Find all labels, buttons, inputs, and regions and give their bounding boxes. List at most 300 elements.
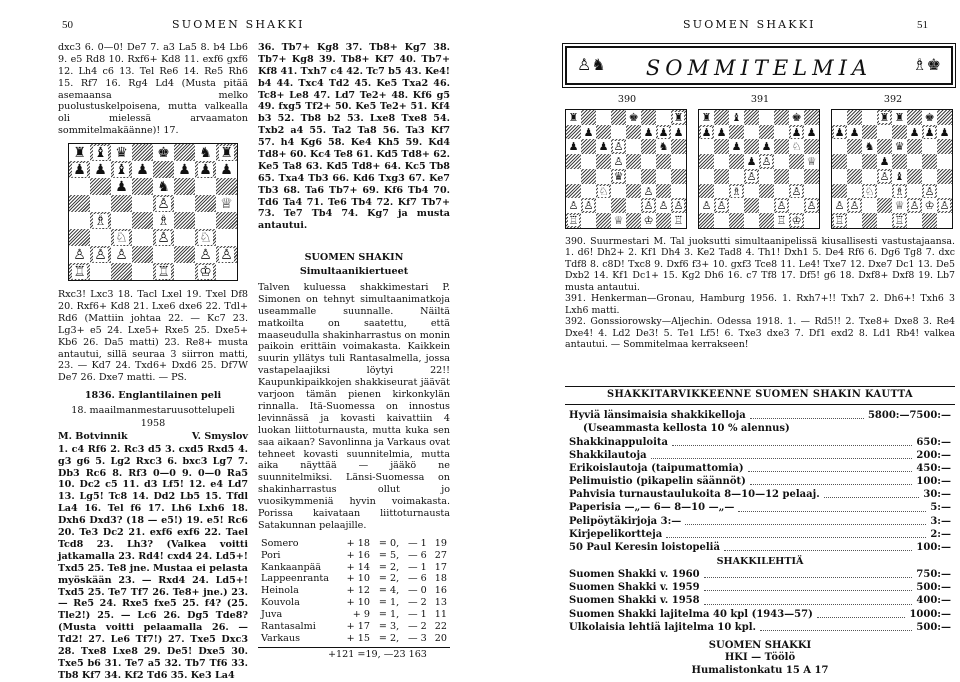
board-square [656,198,671,213]
board-square [195,144,216,161]
board-square [907,213,922,228]
board-square [862,154,877,169]
board-square [671,184,686,199]
chess-piece-icon: ♜ [568,110,579,124]
chess-piece-icon: ♕ [613,214,624,228]
advert-row-label: 50 Paul Keresin loistopeliä [569,542,720,554]
board-square [759,184,774,199]
chess-piece-icon: ♖ [157,263,170,280]
advert-row-price: 30:— [923,489,951,501]
advert-row-label: Pelimuistio (pikapelin säännöt) [569,476,746,488]
score-table [258,538,450,645]
board-square [774,169,789,184]
board-square [729,154,744,169]
board-square [907,110,922,125]
board-square [581,184,596,199]
chess-piece-icon: ♝ [731,110,742,124]
board-square [566,139,581,154]
score-cell-b: = 0, [378,537,400,549]
board-square [641,198,656,213]
chess-piece-icon: ♖ [894,214,905,228]
board-square [937,198,952,213]
board-square [804,169,819,184]
section-subtitle: Simultaanikiertueet [299,266,409,278]
board-square [774,198,789,213]
board-square [581,213,596,228]
chess-piece-icon: ♙ [761,155,772,169]
board-square [922,184,937,199]
board-square [832,198,847,213]
board-square [90,195,111,212]
chess-piece-icon: ♖ [673,214,684,228]
advert-row-price: 400:— [916,595,951,607]
column-left [58,42,249,681]
board-square [937,154,952,169]
solution-391: 391. Henkerman—Gronau, Hamburg 1956. 1. Rxh7+!! Txh7 2. Dh6+! Txh6 3 Lxh6 matti. [565,293,955,316]
score-cell-place: Lappeenranta [261,573,329,585]
chess-piece-icon: ♘ [199,229,212,246]
board-square [656,110,671,125]
chess-piece-icon: ♟ [178,161,191,178]
left-running-title: SUOMEN SHAKKI [172,18,305,31]
advert-row [569,568,951,581]
board-square [195,246,216,263]
problem-solutions [565,236,955,351]
chess-piece-icon: ♞ [157,178,170,195]
board-square [581,154,596,169]
board-square [566,125,581,140]
board-square [174,144,195,161]
chess-piece-icon: ♙ [568,199,579,213]
board-square [832,139,847,154]
board-square [90,161,111,178]
diagram-label-392: 392 [883,94,903,105]
board-square [714,110,729,125]
board-square [611,184,626,199]
board-square [132,161,153,178]
board-square [699,198,714,213]
board-square [922,154,937,169]
advert-row-price: 2:— [930,528,951,540]
board-square [671,139,686,154]
board-square [671,110,686,125]
advert-row-clocks [569,409,951,422]
score-cell-place: Varkaus [261,632,300,644]
advert-row [569,449,951,462]
board-square [216,229,237,246]
board-square [671,198,686,213]
score-cell-place: Kouvola [261,597,300,609]
board-square [132,195,153,212]
chess-piece-icon: ♙ [673,199,684,213]
advert-discount-note: (Useammasta kellosta 10 % alennus) [583,423,790,435]
score-cell-d: 22 [434,620,447,632]
column-middle [258,42,451,660]
score-cell-d: 19 [434,537,447,549]
board-square [907,154,922,169]
board-square [759,139,774,154]
board-square [90,229,111,246]
chess-piece-icon: ♟ [939,125,950,139]
pawn-knight-icon: ♙♞ [577,55,606,74]
board-square [611,139,626,154]
game-intro-text: dxc3 6. 0—0! De7 7. a3 La5 8. b4 Lb6 9. e5 Rd8 10. Rxf6+ Kd8 11. exf6 gxf6 12. Lh4 c6 13. Tel Re6 14. Re5 Rh6 15. Rf7 16. Rg4 Ld4 (Musta pitää asemaansa melko puolustuskelpoisena, mutta valkealla oli mielessä arvaamaton sommitelmakäänne)! 17. [58,42,248,137]
score-cell-d: 17 [434,561,447,573]
score-cell-b: = 4, [378,585,400,597]
board-square [714,184,729,199]
board-square [153,195,174,212]
chess-piece-icon: ♜ [73,144,86,161]
chess-piece-icon: ♟ [879,155,890,169]
black-player: V. Smyslov [191,430,248,442]
board-square [90,178,111,195]
score-cell-place: Somero [261,537,299,549]
chess-piece-icon: ♟ [701,125,712,139]
score-cell-b: = 2, [378,573,400,585]
board-square [804,154,819,169]
board-square [877,139,892,154]
advert-row [569,515,951,528]
left-page-number: 50 [62,19,73,31]
chess-piece-icon: ♔ [643,214,654,228]
board-square [922,213,937,228]
board-square [174,246,195,263]
board-square [69,144,90,161]
board-square [626,125,641,140]
score-cell-d: 16 [434,585,447,597]
board-square [744,139,759,154]
score-cell-place: Pori [261,549,281,561]
board-square [216,178,237,195]
advert-row [569,581,951,594]
chess-piece-icon: ♔ [924,199,935,213]
score-cell-c: — 1 [407,609,427,621]
board-square [216,144,237,161]
sommitelmia-title: SOMMITELMIA [645,56,873,80]
advert-section [565,386,955,677]
board-square [626,184,641,199]
board-square [69,178,90,195]
chess-piece-icon: ♙ [701,199,712,213]
advert-row-price: 1000:— [909,608,951,620]
board-square [656,184,671,199]
board-square [877,154,892,169]
chess-piece-icon: ♙ [613,155,624,169]
board-square [729,139,744,154]
board-square [596,169,611,184]
bishop-king-icon: ♗♚ [912,55,941,74]
board-square [111,144,132,161]
chess-piece-icon: ♙ [924,184,935,198]
board-square [714,154,729,169]
advert-row-label: Suomen Shakki v. 1960 [569,569,700,581]
board-square [832,154,847,169]
board-square [566,110,581,125]
chess-piece-icon: ♞ [658,140,669,154]
chess-piece-icon: ♙ [849,199,860,213]
chess-piece-icon: ♝ [894,169,905,183]
score-cell-b: = 3, [378,620,400,632]
board-square [656,139,671,154]
chess-piece-icon: ♙ [834,199,845,213]
board-square [132,263,153,280]
board-square [892,139,907,154]
advert-row [569,501,951,514]
advert-row-label: Pahvisia turnaustaulukoita 8—10—12 pelaaj. [569,489,820,501]
score-cell-a: + 10 [346,597,370,609]
advert-row-label: Suomen Shakki v. 1959 [569,582,700,594]
board-square [69,212,90,229]
board-square [69,229,90,246]
board-square [922,110,937,125]
score-row [258,550,450,562]
board-square [90,246,111,263]
advert-row [569,528,951,541]
score-cell-b: = 2, [378,561,400,573]
board-square [111,229,132,246]
chess-piece-icon: ♟ [909,125,920,139]
chess-piece-icon: ♟ [568,140,579,154]
score-cell-b: = 2, [378,632,400,644]
score-row [258,633,450,645]
chess-piece-icon: ♙ [115,246,128,263]
board-square [596,139,611,154]
board-square [892,110,907,125]
board-square [699,110,714,125]
board-square [862,169,877,184]
advert-row-label: Pelipöytäkirjoja 3:— [569,515,682,527]
board-square [566,184,581,199]
score-cell-b: = 1, [378,597,400,609]
chess-piece-icon: ♟ [220,161,233,178]
board-square [626,213,641,228]
chess-piece-icon: ♟ [791,125,802,139]
score-cell-c: — 6 [407,549,427,561]
board-square [744,125,759,140]
game-number-heading [58,390,248,402]
board-square [90,263,111,280]
board-square [907,184,922,199]
board-square [596,198,611,213]
chess-piece-icon: ♜ [220,144,233,161]
board-square [111,178,132,195]
advert-row [569,594,951,607]
board-square [759,110,774,125]
chess-piece-icon: ♙ [716,199,727,213]
score-row [258,538,450,550]
board-square [195,263,216,280]
board-square [216,161,237,178]
chess-piece-icon: ♟ [806,125,817,139]
solution-390: 390. Suurmestari M. Tal juoksutti simultaanipelissä kiusallisesti vastustajaansa. 1. d6! Dh2+ 2. Kf1 Dh4 3. Ke2 Tad8 4. Th1! Dxh1 5. De4 Rf6 6. Dg6 Tg8 7. dxc Tdf8 8. c8D! Txc8 9. Dxf6 f3+ 10. gxf3 Tce8 11. Le4! Txe7 12. Dxe7 Dc1 13. De5 Dxb2 14. Kf1 Dc1+ 15. Kg2 Dh6 16. c7 Tf8 17. Df5! g6 18. Dxf8+ Dxf8 19. Lb7 musta antautui. [565,236,955,293]
board-square [153,229,174,246]
chess-piece-icon: ♖ [568,214,579,228]
right-page-number: 51 [917,19,928,31]
board-square [729,125,744,140]
board-square [132,246,153,263]
board-square [937,169,952,184]
game-moves-text: 1. c4 Rf6 2. Rc3 d5 3. cxd5 Rxd5 4. g3 g6 5. Lg2 Rxc3 6. bxc3 Lg7 7. Db3 Rc6 8. Rf3 0—0 9. 0—0 Ra5 10. Dc2 c5 11. d3 Lf5! 12. e4 Ld7 13. Lg5! Tc8 14. Dd2 Lb5 15. Tfdl La4 16. Tel f6 17. Lh6 Lxh6 18. Dxh6 Dxd3? (18 — e5!) 19. e5! Rc6 20. Te3 Dc2 21. exf6 exf6 22. Tael Tcd8 23. Lh3? (Valkea voitti jatkamalla 23. Rd4! cxd4 24. Ld5+! Txd5 25. Te8 jne. Mustaa ei pelasta myöskään 23. — Rxd4 24. Ld5+! Txd5 25. Te7 Tf7 26. Te8+ jne.) 23. — Re5 24. Rxe5 fxe5 25. f4? (25. Tle2!) 25. — Lc6 26. Dg5 Tde8? (Musta voitti pelaamalla 26. — Td2! 27. Le6 Tf7!) 27. Txe5 Dxc3 28. Txe8 Lxe8 29. De5! Dxe5 30. Txe5 b6 31. Te7 a5 32. Tb7 Tf6 33. Tb8 Kf7 34. Kf2 Td6 35. Ke3 La4 [58,443,249,681]
board-square [626,169,641,184]
board-square [153,263,174,280]
chess-piece-icon: ♛ [894,140,905,154]
advert-row-price: 3:— [930,515,951,527]
board-square [111,161,132,178]
chess-piece-icon: ♔ [199,263,212,280]
chess-piece-icon: ♗ [157,212,170,229]
game-moves-continued: 36. Tb7+ Kg8 37. Tb8+ Kg7 38. Tb7+ Kg8 39. Tb8+ Kf7 40. Tb7+ Kf8 41. Txh7 c4 42. Tc7 b5 43. Ke4! b4 44. Txc4 Td2 45. Ke5 Txa2 46. Tc8+ Le8 47. Ld7 Te2+ 48. Kf6 g5 49. fxg5 Tf2+ 50. Ke5 Te2+ 51. Kf4 b3 52. Tb8 b2 53. Lxe8 Txe8 54. Txb2 a4 55. Ta2 Ta8 56. Ta3 Kf7 57. h4 Kg6 58. Ke4 Kh5 59. Kd4 Td8+ 60. Kc4 Te8 61. Kd5 Td8+ 62. Ke5 Ta8 63. Kd5 Td8+ 64. Kc5 Tb8 65. Txa4 Tb3 66. Kd6 Txg3 67. Ke7 Tb3 68. Ta6 Tb7+ 69. Kf6 Tb4 70. Td6 Ta4 71. Te6 Tb4 72. Kf7 Tb7+ 73. Te7 Tb4 74. Kg7 ja musta antautui. [258,42,451,232]
players-line [58,431,248,443]
lehtia-title: SHAKKILEHTIÄ [716,556,804,568]
advert-row-label: Kirjepelikortteja [569,528,663,540]
board-square [744,110,759,125]
chess-piece-icon: ♕ [894,199,905,213]
chess-piece-icon: ♖ [776,214,787,228]
board-square [877,169,892,184]
advert-row-price: 100:— [916,476,951,488]
board-square [922,139,937,154]
board-square [596,110,611,125]
score-row [258,621,450,633]
score-cell-a: + 14 [346,561,370,573]
board-square [804,139,819,154]
score-cell-b: = 5, [378,549,400,561]
board-square [111,263,132,280]
chess-piece-icon: ♟ [834,125,845,139]
board-square [789,213,804,228]
board-square [789,110,804,125]
chess-piece-icon: ♚ [791,110,802,124]
board-square [699,169,714,184]
chess-piece-icon: ♝ [94,144,107,161]
board-square [611,213,626,228]
chess-piece-icon: ♗ [894,184,905,198]
board-square [922,198,937,213]
board-square [69,195,90,212]
chess-piece-icon: ♟ [115,178,128,195]
game-continuation-text: Rxc3! Lxc3 18. Tacl Lxel 19. Txel Df8 20. Rxf6+ Kd8 21. Lxe6 dxe6 22. Tdl+ Rd6 (Mattiin johtaa 22. — Kc7 23. Lg3+ e5 24. Lxe5+ Rxe5 25. Dxe5+ Kb6 26. Da5 matti) 23. Re8+ musta antautui, sillä seuraa 3 siirron matti, 23. — Kd7 24. Txd6+ Dxd6 25. Df7W De7 26. Dxe7 matti. — PS. [58,289,248,384]
board-square [132,229,153,246]
board-square [892,198,907,213]
section-title: SUOMEN SHAKIN [304,252,404,264]
board-square [832,169,847,184]
board-square [174,178,195,195]
board-square [774,213,789,228]
board-square [656,154,671,169]
board-square [937,125,952,140]
board-square [832,184,847,199]
board-square [832,110,847,125]
board-square [581,125,596,140]
board-square [174,263,195,280]
score-row [258,562,450,574]
board-square [566,169,581,184]
board-square [566,213,581,228]
chess-piece-icon: ♖ [73,263,86,280]
board-square [671,125,686,140]
board-square [611,110,626,125]
board-square [892,154,907,169]
board-square [804,198,819,213]
score-cell-d: 13 [434,597,447,609]
chess-piece-icon: ♔ [791,214,802,228]
score-cell-place: Kankaanpää [261,561,322,573]
board-square [656,125,671,140]
board-square [804,110,819,125]
board-square [744,169,759,184]
board-square [174,212,195,229]
advert-row-label: Shakkilautoja [569,449,647,461]
board-square [641,154,656,169]
board-square [744,154,759,169]
board-square [729,213,744,228]
chess-piece-icon: ♙ [806,199,817,213]
board-square [195,212,216,229]
advert-row-label: Suomen Shakki lajitelma 40 kpl (1943—57) [569,608,813,620]
board-square [596,125,611,140]
diagram-label-390: 390 [617,94,637,105]
board-square [581,139,596,154]
board-square [774,139,789,154]
score-cell-c: — 2 [407,597,427,609]
board-square [862,139,877,154]
advert-row-price: 650:— [916,436,951,448]
advert-row-price: 5800:—7500:— [867,410,951,422]
publisher-name: SUOMEN SHAKKI [708,640,812,652]
board-square [699,125,714,140]
score-cell-a: + 12 [346,585,370,597]
board-square [847,110,862,125]
board-square [174,195,195,212]
board-square [804,213,819,228]
board-square [774,125,789,140]
board-square [611,198,626,213]
board-square [641,139,656,154]
sommitelmia-banner [565,46,953,85]
board-square [714,213,729,228]
board-square [877,213,892,228]
board-square [641,125,656,140]
board-square [729,184,744,199]
board-square [907,198,922,213]
solution-392: 392. Gonssiorowsky—Aljechin. Odessa 1918. 1. — Rd5!! 2. Txe8+ Dxe8 3. Re4 Dxe4! 4. Ld2 De3! 5. Te1 Lf5! 6. Txe3 dxe3 7. Df1 exd2 8. Ld1 Rb4! valkea antautui. — Sommitelmaa kerrakseen! [565,316,955,351]
score-cell-d: 20 [434,632,447,644]
score-cell-c: — 3 [407,632,427,644]
game-event: 18. maailmanmestaruusottelupeli [71,405,235,417]
advert-row-price: 100:— [916,542,951,554]
board-square [699,213,714,228]
chess-piece-icon: ♘ [115,229,128,246]
score-total: +121 =19, —23 163 [258,647,450,661]
board-square [774,184,789,199]
board-square [862,184,877,199]
publisher-city: HKI — Töölö [724,652,796,664]
chess-diagram-390 [565,109,687,229]
chess-piece-icon: ♟ [598,140,609,154]
board-square [153,161,174,178]
chess-piece-icon: ♟ [658,125,669,139]
right-page-header [917,18,928,33]
score-cell-c: — 2 [407,620,427,632]
board-square [744,198,759,213]
chess-piece-icon: ♙ [746,169,757,183]
board-square [847,198,862,213]
advert-row [569,621,951,634]
chess-piece-icon: ♛ [613,169,624,183]
board-square [111,246,132,263]
advert-title: SHAKKITARVIKKEENNE SUOMEN SHAKIN KAUTTA [565,386,955,405]
score-row [258,585,450,597]
